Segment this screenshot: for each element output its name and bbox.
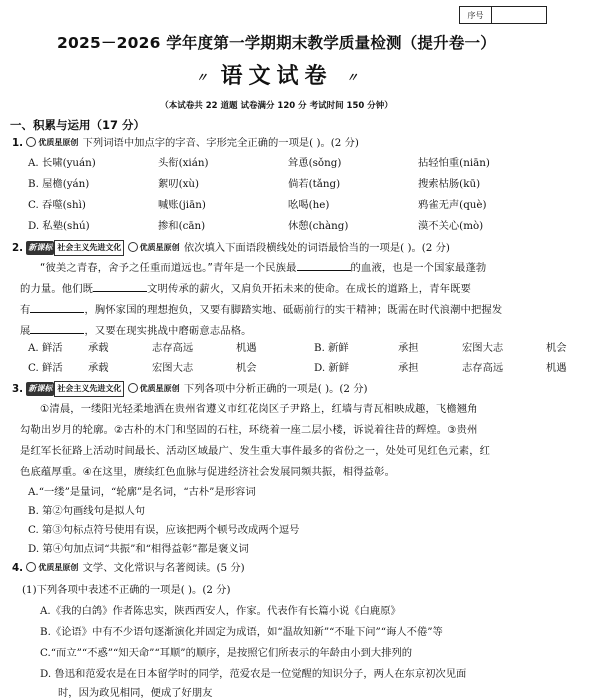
question-4-sub1: (1)下列各项中表述不正确的一项是( )。(2 分) [22, 584, 231, 596]
option-cell: 掺和(cān) [158, 220, 206, 232]
question-number: 3. [12, 383, 24, 395]
option-cell: 拈轻怕重(niān) [418, 157, 490, 169]
decor-mark-left: 〃 [195, 70, 207, 85]
option-cell: 吆喝(he) [288, 199, 330, 211]
option-cell: 鸦雀无声(què) [418, 199, 487, 211]
question-1-stem [12, 136, 359, 150]
option-cell: D. 私塾(shú) [28, 220, 90, 232]
question-2-options [28, 341, 606, 355]
choice-item: D. 第④句加点词“共振”和“相得益彰”都是褒义词 [28, 543, 249, 555]
passage-text: “彼美之青春，舍予之任重而道远也。”青年是一个民族最 [40, 262, 297, 274]
topic-tag: 社会主义先进文化 [54, 240, 124, 256]
choice-item: A.《我的白鸽》作者陈忠实，陕西西安人，作家。代表作有长篇小说《白鹿原》 [40, 605, 401, 617]
choice-item: B. 第②句画线句是拟人句 [28, 505, 146, 517]
question-4-stem [12, 561, 245, 575]
option-cell: A. 鲜活 [28, 342, 63, 354]
subject-title [0, 59, 553, 90]
option-cell: 喊账(jiān) [158, 199, 206, 211]
serial-input[interactable] [492, 7, 546, 23]
option-cell: 休憩(chàng) [288, 220, 349, 232]
option-cell: 承担 [398, 342, 419, 354]
option-cell: 耸恿(sǒng) [288, 157, 342, 169]
decor-mark-right: 〃 [346, 70, 358, 85]
question-number: 1. [12, 137, 24, 149]
question-2-stem [12, 240, 450, 256]
fill-blank[interactable] [297, 261, 351, 271]
question-text: 下列词语中加点字的字音、字形完全正确的一项是( )。(2 分) [82, 137, 359, 149]
fill-blank[interactable] [93, 282, 147, 292]
option-cell: 志存高远 [152, 342, 194, 354]
question-2-passage [20, 258, 540, 342]
option-cell: 絮叨(xù) [158, 178, 200, 190]
option-cell: 漠不关心(mò) [418, 220, 484, 232]
option-cell: B. 新鲜 [314, 342, 349, 354]
question-2-options [28, 361, 606, 375]
question-number: 2. [12, 242, 24, 254]
option-cell: 宏图大志 [152, 362, 194, 374]
option-cell: 宏图大志 [462, 342, 504, 354]
exam-title: 2025－2026 学年度第一学期期末教学质量检测（提升卷一） [57, 34, 496, 52]
option-cell: 承担 [398, 362, 419, 374]
original-seal-icon [26, 562, 36, 572]
passage-text: 文明传承的薪火，又肩负开拓未来的使命。在成长的道路上，青年既要 [147, 283, 471, 295]
question-text: 依次填入下面语段横线处的词语最恰当的一项是( )。(2 分) [183, 242, 450, 254]
question-text: 文学、文化常识与名著阅读。(5 分) [82, 562, 245, 574]
original-seal-icon [128, 383, 138, 393]
exam-info: （本试卷共 22 道题 试卷满分 120 分 考试时间 150 分钟） [160, 101, 393, 111]
fill-blank[interactable] [30, 324, 84, 334]
original-badge: 优质星原创 [139, 384, 180, 393]
passage-text: 的血液，也是一个国家最蓬勃 [350, 262, 487, 274]
original-badge: 优质星原创 [38, 563, 79, 572]
choice-item: B.《论语》中有不少语句逐渐演化并固定为成语，如“温故知新”“不耻下问”“诲人不倦”等 [40, 626, 443, 638]
topic-tag: 社会主义先进文化 [54, 381, 124, 397]
choice-item-continued: 时，因为政见相同，便成了好朋友 [58, 687, 213, 699]
option-cell: 机遇 [236, 342, 257, 354]
passage-text: 是红军长征路上活动时间最长、活动区域最广、发生重大事件最多的省份之一，处处可见红色元素，红 [20, 445, 491, 457]
serial-number-box [459, 6, 547, 24]
question-1-options [28, 219, 548, 233]
option-cell: C. 鲜活 [28, 362, 63, 374]
fill-blank[interactable] [30, 303, 84, 313]
passage-text: ①清晨，一缕阳光轻柔地洒在贵州省遵义市红花岗区子尹路上，红墙与青瓦相映成趣，飞檐翘角 [40, 403, 478, 415]
question-1-options [28, 198, 548, 212]
option-cell: 机遇 [546, 362, 567, 374]
option-cell: 机会 [236, 362, 257, 374]
passage-text: 展 [20, 325, 31, 337]
option-cell: A. 长啸(yuán) [28, 157, 96, 169]
question-1-options [28, 177, 548, 191]
option-cell: C. 吞噬(shì) [28, 199, 86, 211]
passage-text: 的力量。他们既 [20, 283, 94, 295]
question-text: 下列各项中分析正确的一项是( )。(2 分) [183, 383, 368, 395]
question-3-stem [12, 381, 368, 397]
question-number: 4. [12, 562, 24, 574]
original-badge: 优质星原创 [38, 138, 79, 147]
passage-text: 勾勒出岁月的轮廓。②古朴的木门和坚固的石柱，环绕着一座二层小楼，诉说着往昔的辉煌。③贵州 [20, 424, 478, 436]
passage-text: ，胸怀家国的理想抱负，又要有脚踏实地、砥砺前行的实干精神；既需在时代浪潮中把握发 [84, 304, 503, 316]
option-cell: B. 屋檐(yán) [28, 178, 90, 190]
question-3-passage [20, 399, 540, 483]
option-cell: D. 新鲜 [314, 362, 350, 374]
passage-text: 色底蕴厚重。④在这里，赓续红色血脉与促进经济社会发展同频共振，相得益彰。 [20, 466, 396, 478]
new-standard-tag: 新课标 [26, 382, 54, 396]
choice-item: A.“一缕”是量词，“轮廓”是名词，“古朴”是形容词 [28, 486, 256, 498]
option-cell: 倘若(tǎng) [288, 178, 341, 190]
original-seal-icon [128, 242, 138, 252]
option-cell: 承载 [88, 362, 109, 374]
choice-item: C.“而立”“不惑”“知天命”“耳顺”的顺序，是按照它们所表示的年龄由小到大排列的 [40, 647, 413, 659]
option-cell: 机会 [546, 342, 567, 354]
original-seal-icon [26, 137, 36, 147]
serial-label: 序号 [460, 7, 492, 23]
subject-text: 语文试卷 [220, 64, 333, 89]
option-cell: 头衔(xián) [158, 157, 209, 169]
section-heading: 一、积累与运用（17 分） [10, 118, 146, 132]
choice-item: C. 第③句标点符号使用有误，应该把两个顿号改成两个逗号 [28, 524, 300, 536]
question-3-choices [28, 483, 299, 559]
option-cell: 志存高远 [462, 362, 504, 374]
new-standard-tag: 新课标 [26, 241, 54, 255]
option-cell: 搜索枯肠(kū) [418, 178, 481, 190]
original-badge: 优质星原创 [139, 243, 180, 252]
passage-text: ，又要在现实挑战中磨砺意志品格。 [84, 325, 252, 337]
question-1-options [28, 156, 548, 170]
option-cell: 承载 [88, 342, 109, 354]
choice-item: D. 鲁迅和范爱农是在日本留学时的同学，范爱农是一位觉醒的知识分子，两人在东京初次见面 [40, 668, 467, 680]
passage-text: 有 [20, 304, 31, 316]
